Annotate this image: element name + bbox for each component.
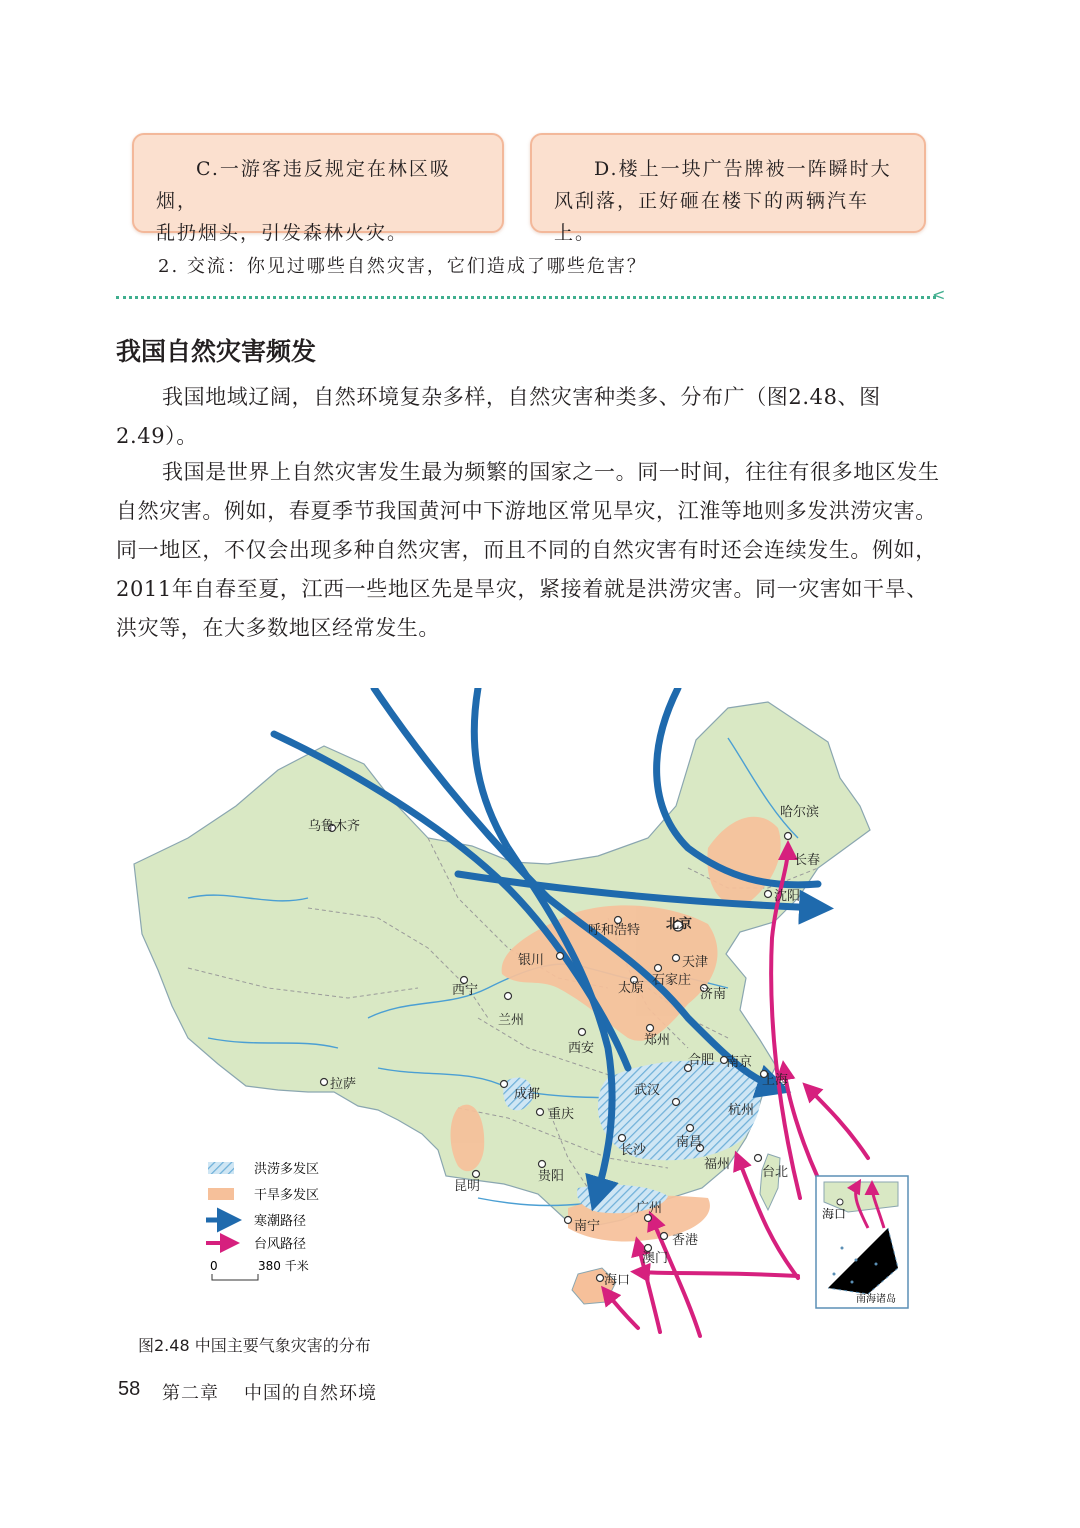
option-c-line2: 乱扔烟头，引发森林火灾。 xyxy=(156,222,409,244)
city-zhengzhou: 郑州 xyxy=(644,1033,671,1048)
dotted-divider xyxy=(116,296,936,299)
city-yinchuan: 银川 xyxy=(518,953,545,968)
scale-distance: 380 千米 xyxy=(258,1259,309,1273)
divider-arrow-icon: < xyxy=(932,285,946,304)
city-wuhan: 武汉 xyxy=(634,1083,661,1098)
legend-flood: 洪涝多发区 xyxy=(254,1162,320,1177)
city-taiyuan: 太原 xyxy=(618,981,645,996)
city-kunming: 昆明 xyxy=(454,1179,481,1194)
option-d-line1: D.楼上一块广告牌被一阵瞬时大 xyxy=(594,158,892,180)
city-changchun: 长春 xyxy=(794,853,821,868)
paragraph-2: 我国是世界上自然灾害发生最为频繁的国家之一。同一时间，往往有很多地区发生自然灾害。例如，春夏季节我国黄河中下游地区常见旱灾，江淮等地则多发洪涝灾害。同一地区，不仅会出现多种自然灾害，而且不同的自然灾害有时还会连续发生。例如，2011年自春至夏，江西一些地区先是旱灾，紧接着就是洪涝灾害。同一灾害如干旱、洪灾等，在大多数地区经常发生。 xyxy=(116,460,940,640)
typhoon-path-8 xyxy=(606,1292,638,1328)
city-hohhot: 呼和浩特 xyxy=(588,923,641,938)
city-hongkong: 香港 xyxy=(672,1233,699,1248)
city-xian: 西安 xyxy=(568,1041,595,1056)
paragraph-1: 我国地域辽阔，自然环境复杂多样，自然灾害种类多、分布广（图2.48、图2.49）。 xyxy=(116,385,881,448)
city-shenyang: 沈阳 xyxy=(774,889,801,904)
option-d-card xyxy=(530,133,926,244)
city-jinan: 济南 xyxy=(700,987,727,1002)
inset-label: 南海诸岛 xyxy=(856,1294,896,1305)
city-fuzhou: 福州 xyxy=(704,1157,731,1172)
city-guiyang: 贵阳 xyxy=(538,1169,565,1184)
map-legend xyxy=(206,1161,319,1280)
china-map-svg xyxy=(128,688,918,1340)
city-macau: 澳门 xyxy=(642,1251,669,1266)
city-chengdu: 成都 xyxy=(514,1087,541,1102)
city-guangzhou: 广州 xyxy=(636,1201,663,1216)
discussion-question: 2. 交流：你见过哪些自然灾害，它们造成了哪些危害？ xyxy=(158,256,647,277)
city-hefei: 合肥 xyxy=(688,1053,715,1068)
taiwan-island xyxy=(760,1154,780,1210)
legend-drought: 干旱多发区 xyxy=(254,1188,320,1203)
typhoon-path-4 xyxy=(808,1088,868,1158)
south-sea-inset xyxy=(816,1176,908,1308)
legend-flood-swatch xyxy=(208,1162,234,1174)
page-number: 58 xyxy=(118,1378,141,1400)
option-c-card xyxy=(132,133,504,244)
city-nanning: 南宁 xyxy=(574,1219,601,1234)
city-shanghai: 上海 xyxy=(762,1073,789,1088)
city-lanzhou: 兰州 xyxy=(498,1013,525,1028)
city-haikou: 海口 xyxy=(604,1273,631,1288)
section-title: 我国自然灾害频发 xyxy=(116,337,317,366)
legend-drought-swatch xyxy=(208,1188,234,1200)
city-urumqi: 乌鲁木齐 xyxy=(308,819,361,834)
city-tianjin: 天津 xyxy=(682,955,709,970)
typhoon-path-5 xyxy=(638,1272,798,1276)
scale-zero: 0 xyxy=(210,1259,218,1273)
city-nanchang: 南昌 xyxy=(676,1135,703,1150)
city-lhasa: 拉萨 xyxy=(330,1077,357,1092)
inset-haikou: 海口 xyxy=(822,1207,847,1221)
city-changsha: 长沙 xyxy=(620,1143,647,1158)
chapter-title: 中国的自然环境 xyxy=(244,1383,377,1404)
legend-cold: 寒潮路径 xyxy=(254,1214,307,1229)
figure-caption: 图2.48 中国主要气象灾害的分布 xyxy=(138,1336,371,1355)
city-xining: 西宁 xyxy=(452,983,479,998)
city-beijing: 北京 xyxy=(666,917,693,932)
city-harbin: 哈尔滨 xyxy=(780,805,820,820)
city-nanjing: 南京 xyxy=(726,1055,753,1070)
city-shijiazhuang: 石家庄 xyxy=(652,973,692,988)
legend-typhoon: 台风路径 xyxy=(254,1237,307,1252)
typhoon-path-2 xyxy=(784,1068,818,1178)
option-d-line2: 风刮落，正好砸在楼下的两辆汽车上。 xyxy=(554,190,870,244)
option-c-line1: C.一游客违反规定在林区吸烟， xyxy=(156,158,451,212)
chapter-label: 第二章 xyxy=(162,1383,219,1404)
scale-bar xyxy=(212,1274,258,1280)
china-landmass xyxy=(134,702,870,1228)
city-chongqing: 重庆 xyxy=(548,1107,575,1122)
city-taipei: 台北 xyxy=(762,1165,789,1180)
disaster-map xyxy=(128,688,918,1340)
city-hangzhou: 杭州 xyxy=(728,1103,755,1118)
